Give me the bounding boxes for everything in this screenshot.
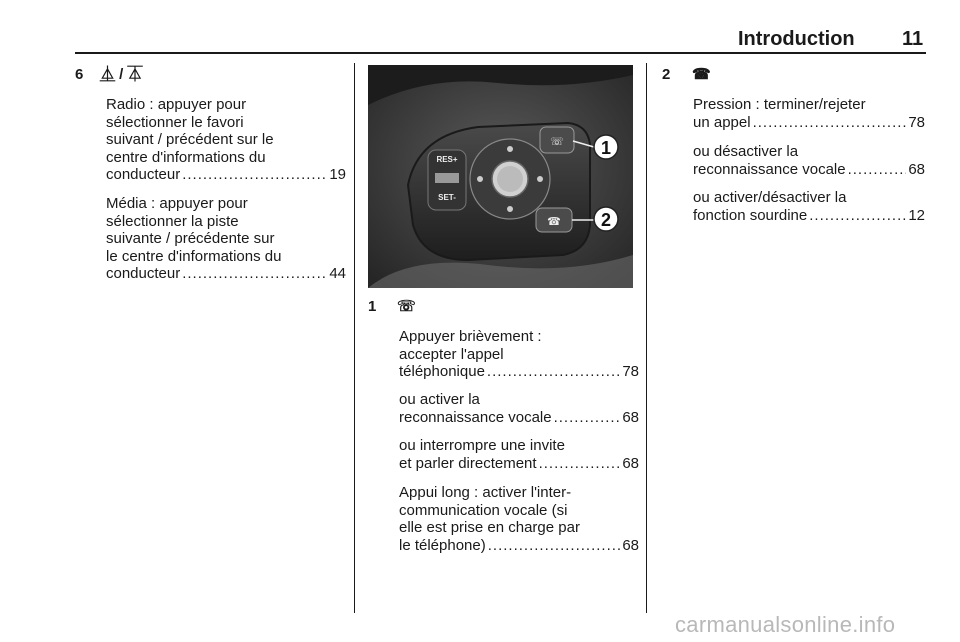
res-label: RES+ [436, 155, 458, 164]
text-line: Média : appuyer pour [106, 195, 248, 212]
page-reference[interactable] [693, 207, 925, 225]
reference-text: fonction sourdine [693, 206, 808, 224]
page-number: 11 [902, 28, 924, 50]
text-line: sélectionner la piste [106, 212, 239, 230]
page-title: Introduction [738, 28, 855, 50]
reference-text: un appel [693, 113, 751, 131]
reference-text: reconnaissance vocale [399, 408, 552, 426]
dot-leader [809, 207, 906, 225]
reference-page: 44 [329, 265, 346, 282]
text-line: Appuyer brièvement : [399, 328, 542, 345]
dot-leader [182, 265, 327, 283]
paragraph [106, 195, 346, 283]
page-reference[interactable] [399, 363, 639, 381]
reference-text: le téléphone) [399, 536, 486, 554]
text-line: Radio : appuyer pour [106, 96, 247, 113]
paragraph [399, 437, 639, 472]
paragraph [399, 484, 639, 554]
item-number: 1 [368, 298, 377, 315]
text-line: suivant / précédent sur le [106, 131, 274, 148]
reference-page: 68 [622, 536, 639, 554]
text-line: communication vocale (si [399, 501, 568, 519]
reference-page: 19 [329, 166, 346, 183]
phone-hangup-icon: ☎ [547, 216, 561, 228]
callout-1: 1 [600, 138, 612, 158]
phone-pickup-icon: ☏ [550, 136, 564, 148]
page-reference[interactable] [106, 166, 346, 184]
text-line: suivante / précédente sur [106, 230, 275, 247]
reference-text: conducteur [106, 166, 181, 183]
item-number: 2 [662, 66, 671, 83]
paragraph [693, 143, 925, 178]
text-line: ou désactiver la [693, 143, 799, 160]
text-line: ou activer/désactiver la [693, 189, 847, 206]
text-line: elle est prise en charge par [399, 519, 580, 536]
text-line: centre d'informations du [106, 148, 266, 166]
page-reference[interactable] [106, 265, 346, 283]
page-reference[interactable] [693, 114, 925, 132]
item-2 [662, 0, 930, 642]
reference-page: 78 [908, 113, 925, 131]
item-number: 6 [75, 66, 84, 83]
phone-hangup-icon: ☎ [692, 66, 711, 83]
reference-text: téléphonique [399, 363, 485, 380]
reference-page: 68 [622, 408, 639, 426]
dot-leader [487, 363, 620, 381]
text-line: Appui long : activer l'inter- [399, 484, 572, 501]
column-divider-right [646, 63, 647, 613]
dot-leader [554, 409, 621, 427]
text-line: Pression : terminer/rejeter [693, 96, 866, 113]
reference-page: 78 [622, 363, 639, 380]
favourite-nav-icon: ⏅ / ⏄ [100, 66, 143, 83]
dot-leader [488, 537, 621, 555]
paragraph [399, 391, 639, 426]
paragraph [693, 189, 925, 224]
item-6 [75, 0, 345, 642]
dot-leader [539, 455, 621, 473]
reference-page: 68 [908, 160, 925, 178]
item-1 [368, 0, 638, 642]
callout-2: 2 [600, 210, 612, 230]
dot-leader [182, 166, 327, 184]
column-divider-left [354, 63, 355, 613]
reference-text: conducteur [106, 265, 181, 282]
phone-pickup-icon: ☏ [397, 298, 416, 315]
reference-page: 12 [908, 206, 925, 224]
paragraph [693, 96, 925, 131]
reference-text: reconnaissance vocale [693, 160, 846, 178]
text-line: ou interrompre une invite [399, 437, 565, 454]
watermark: carmanualsonline.info [675, 612, 896, 637]
page-reference[interactable] [693, 161, 925, 179]
paragraph [399, 328, 639, 381]
text-line: le centre d'informations du [106, 247, 282, 265]
paragraph [106, 96, 346, 184]
text-line: accepter l'appel [399, 345, 504, 363]
page-reference[interactable] [399, 409, 639, 427]
text-line: sélectionner le favori [106, 113, 244, 131]
reference-page: 68 [622, 454, 639, 472]
reference-text: et parler directement [399, 454, 537, 472]
page-reference[interactable] [399, 455, 639, 473]
text-line: ou activer la [399, 391, 480, 408]
dot-leader [753, 114, 907, 132]
set-label: SET- [438, 193, 456, 202]
page-reference[interactable] [399, 537, 639, 555]
dot-leader [848, 161, 907, 179]
